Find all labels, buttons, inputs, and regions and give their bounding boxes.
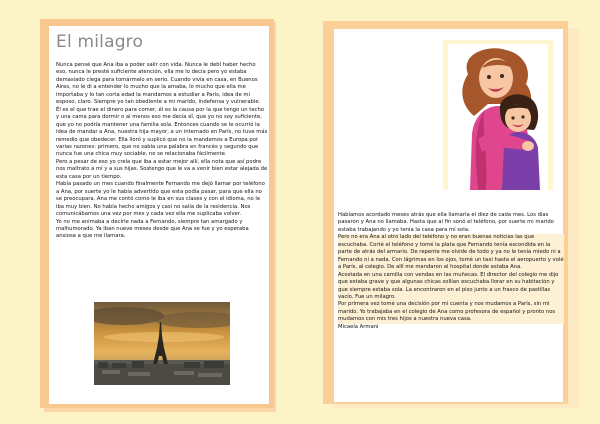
right-body-text <box>338 212 564 331</box>
paragraph: Habíamos acordado meses atrás que ella llamaría el diez de cada mes. Los días pasaron y Ana no llamaba. Hasta que al fin sonó el teléfono, por suerte mi marido estaba trabajando y yo tenía la casa para mí sola. <box>338 212 554 233</box>
eiffel-tower-image <box>94 302 230 385</box>
paragraph: Él es el que trae el dinero para comer, él es la causa por la que tengo un techo y una cama para dormir o al menos eso me decía él, que yo no soy suficiente, que yo no podría mantener una familia sola. Entonces cuando se le ocurrió la idea de mandar a Ana, nuestra hija mayor, a un internado en París, no tuve más remedio que obedecer. Ella lloró y suplicó que no la mandemos a Europa por varias razones: primero, que no sabía una palabra en francés y segundo que nunca fue una chica muy sociable, no se relacionaba fácilmente. <box>56 106 268 158</box>
mother-hugging-daughter-icon <box>448 44 548 190</box>
paragraph: Yo no me animaba a decírle nada a Fernando, siempre tan amargado y malhumorado. Ya iban nueve meses desde que Ana se fue y yo esperaba ansiosa a que me llamara. <box>56 218 249 240</box>
left-body-text <box>56 62 268 241</box>
paragraph: Acostada en una camilla con vendas en las muñecas. El director del colegio me dijo que estaba grave y que algunas chicas sollían escuchaba llorar en su habitación y que siempre estaba sola. La encontraron en el piso junto a un frasco de pastillas vacío. Fue un milagro. <box>338 272 564 302</box>
paragraph: Pero no era Ana al otro lado del teléfono y no eran buenas noticias las que escuchaba. Corté el teléfono y tomé la plata que Fernando tenía escondida en la parte de atrás del armario. De repente me olvide de todo y ya no le tenía miedo ni a Fernando ni a nada. Con lágrimas en los ojos, tomé un taxi hasta el aeropuerto y volé a París, al colegio. De allí me mandaron al hospital donde estaba Ana. <box>338 234 564 271</box>
page-title: El milagro <box>56 32 144 52</box>
paragraph: Nunca pensé que Ana iba a poder salir con vida. Nunca le debí haber hecho eso, nunca le presté suficiente atención, ella me lo decía pero yo estaba demasiado ciega para tomármelo en serio. Cuando vivía en casa, en Buenos Aires, no le di a entender lo mucho que la amaba, lo mucho que ella me importaba y lo tan corta edad la mandamos a estudiar a París, idea de mi esposo, claro. Siempre yo tan obediente a mi marido, indefensa y vulnerable. <box>56 62 261 106</box>
paris-eiffel-tower-photo <box>94 302 230 385</box>
paragraph: Por primera vez tomé una decisión por mi cuenta y nos mudamos a París, sin mi marido. Yo trabajaba en el colegio de Ana como profesora de español y pronto nos mudamos con mis tres hijos a nuestra nueva casa. <box>338 301 564 323</box>
paragraph: Había pasado un mes cuando finalmente Fernando me dejó llamar por teléfono a Ana, por suerte yo le había advertido que esta podía pasar, para que ella no se preocupara. Ana me contó como le iba en sus clases y con el idioma, no le iba muy bien. No había hecho amigos y casi no salía de la residencia. Nos comunicábamos una vez por mes y cada vez ella me suplicaba volver. <box>56 181 265 218</box>
paragraph: Pero a pesar de eso yo creía que iba a estar mejor allí, ella nota que así podre nos maltrato a mí y a sus hijas. Sostengo que le va a venir bien estar alejada de esta casa por un tiempo. <box>56 158 268 180</box>
author-signature: Micaela Armani <box>338 323 379 330</box>
mother-daughter-illustration <box>448 44 548 190</box>
